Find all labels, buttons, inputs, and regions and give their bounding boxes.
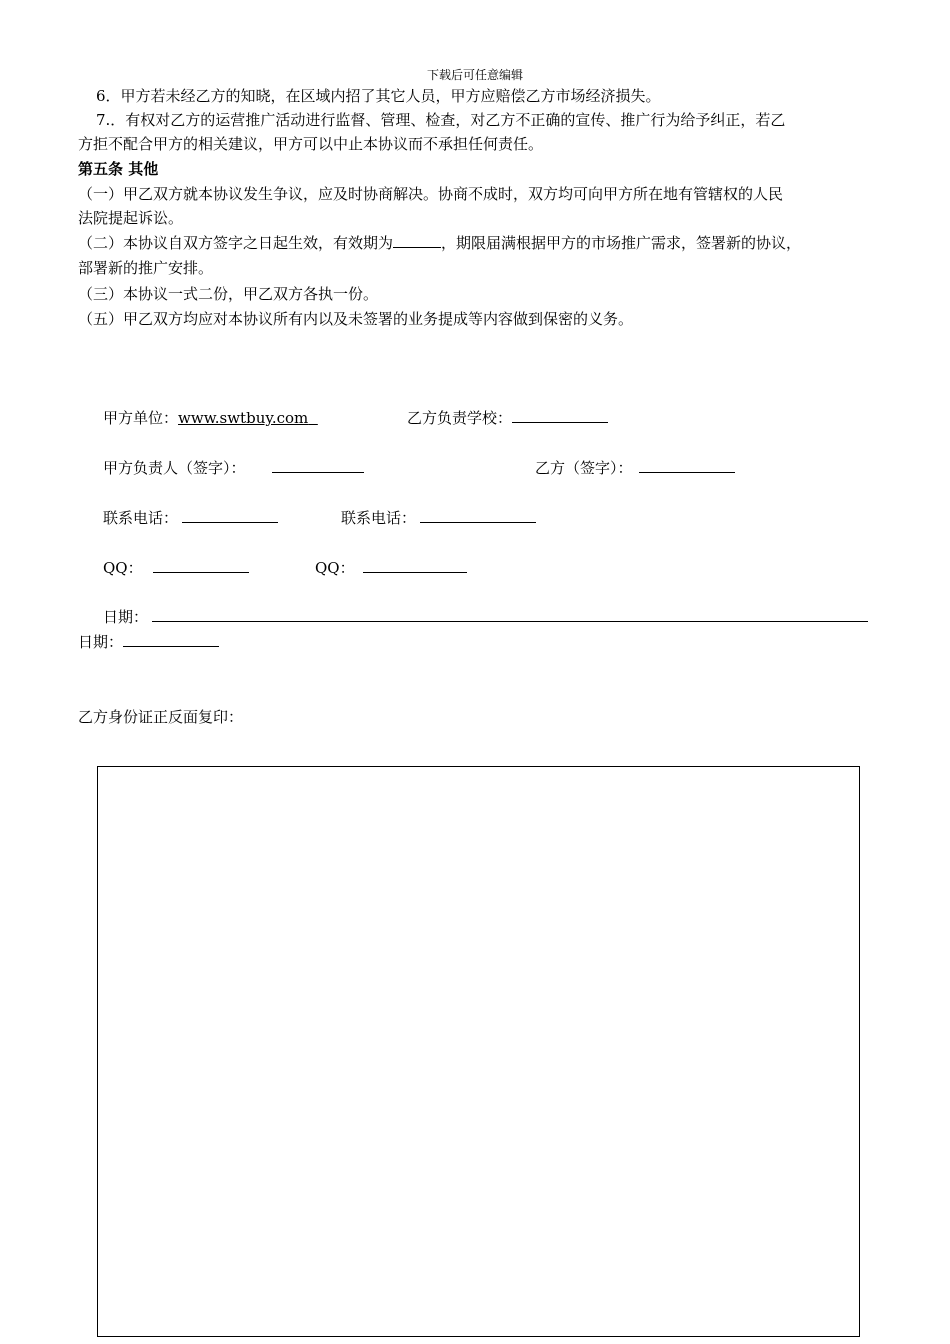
clause-7-line2: 方拒不配合甲方的相关建议，甲方可以中止本协议而不承担任何责任。: [78, 135, 544, 153]
date-a-blank: [152, 607, 868, 622]
qq-a-blank: [153, 558, 249, 573]
phone-b-blank: [420, 508, 536, 523]
phone-a-blank: [182, 508, 278, 523]
party-a-unit-underline: [308, 409, 318, 427]
article-5-item2-line1: [78, 231, 801, 256]
article-5-item3: （三）本协议一式二份，甲乙双方各执一份。: [78, 285, 379, 303]
party-b-school-blank: [512, 408, 608, 423]
phone-b: [341, 506, 536, 531]
article-5-title: 第五条 其他: [78, 160, 159, 178]
article-5-item2-line2: 部署新的推广安排。: [78, 259, 214, 277]
item2-text-a: （二）本协议自双方签字之日起生效，有效期为: [78, 234, 394, 252]
party-b-school: [407, 406, 608, 431]
date-a: [103, 605, 868, 630]
phone-a: [103, 506, 278, 531]
date-a-label: 日期：: [103, 608, 149, 626]
article-5-item5: （五）甲乙双方均应对本协议所有内以及未签署的业务提成等内容做到保密的义务。: [78, 310, 634, 328]
validity-period-blank: [393, 233, 441, 248]
party-a-unit: [103, 406, 318, 431]
qq-a-label: QQ：: [103, 559, 143, 577]
qq-b: [315, 556, 467, 581]
article-5-item1-line2: 法院提起诉讼。: [78, 209, 184, 227]
phone-a-label: 联系电话：: [103, 509, 179, 527]
qq-b-label: QQ：: [315, 559, 355, 577]
date-b-label: 日期：: [78, 633, 124, 651]
phone-b-label: 联系电话：: [341, 509, 417, 527]
party-a-rep-label: 甲方负责人（签字）：: [103, 459, 246, 477]
id-copy-box: [97, 766, 860, 1337]
date-b-blank: [123, 632, 219, 647]
qq-b-blank: [363, 558, 467, 573]
party-b-sign: [535, 456, 735, 481]
qq-a: [103, 556, 249, 581]
clause-7-line1: 7.．有权对乙方的运营推广活动进行监督、管理、检查，对乙方不正确的宣传、推广行为给予纠正，若乙: [96, 111, 786, 129]
article-5-item1-line1: （一）甲乙双方就本协议发生争议，应及时协商解决。协商不成时，双方均可向甲方所在地有管辖权的人民: [78, 185, 784, 203]
party-b-sign-blank: [639, 458, 735, 473]
party-b-school-label: 乙方负责学校：: [407, 409, 513, 427]
id-copy-label: 乙方身份证正反面复印：: [78, 708, 244, 726]
page-header: 下载后可任意编辑: [426, 68, 523, 82]
date-b: [78, 630, 219, 655]
party-a-unit-link[interactable]: www.swtbuy.com: [178, 409, 309, 427]
party-a-rep-blank: [272, 458, 364, 473]
clause-6: 6．甲方若未经乙方的知晓，在区域内招了其它人员，甲方应赔偿乙方市场经济损失。: [96, 87, 661, 105]
party-a-unit-label: 甲方单位：: [103, 409, 179, 427]
party-a-rep: [103, 456, 364, 481]
item2-text-b: ，期限届满根据甲方的市场推广需求，签署新的协议，: [441, 234, 802, 252]
party-b-sign-label: 乙方（签字）：: [535, 459, 633, 477]
